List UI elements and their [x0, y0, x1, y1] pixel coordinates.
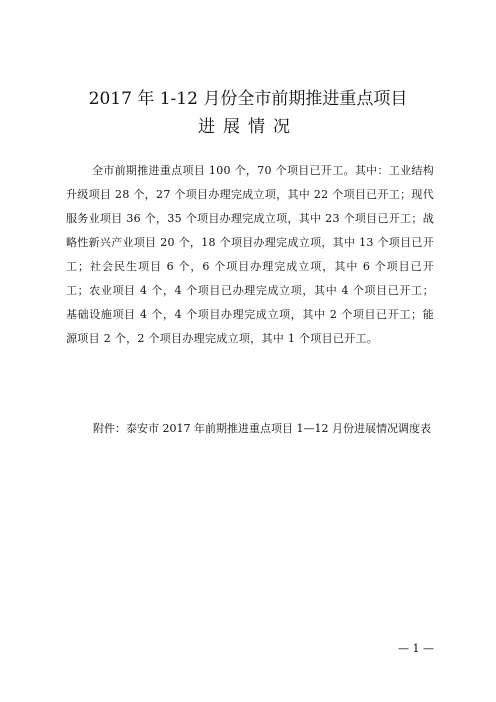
attachment-text: 泰安市 2017 年前期推进重点项目 1—12 月份进展情况调度表 [126, 422, 431, 435]
attachment-block [93, 417, 433, 440]
body-paragraph: 全市前期推进重点项目 100 个，70 个项目已开工。其中：工业结构升级项目 28 个，27 个项目办理完成立项，其中 22 个项目已开工；现代服务业项目 36 个，35 个项目办理完成立项，其中 23 个项目已开工；战略性新兴产业项目 20 个，18 个项目办理完成立项，其中 13 个项目已开工；社会民生项目 6 个，6 个项目办理完成立项，其中 6 个项目已开工；农业项目 4 个，4 个项目已办理完成立项，其中 4 个项目已开工；基础设施项目 4 个，4 个项目办理完成立项，其中 2 个项目已开工；能源项目 2 个，2 个项目办理完成立项，其中 1 个项目已开工。 [66, 164, 434, 345]
document-subtitle: 进展情况 [198, 117, 298, 137]
attachment-label: 附件： [93, 422, 126, 435]
page-number: — 1 — [398, 642, 434, 655]
document-title: 2017 年 1-12 月份全市前期推进重点项目 [88, 89, 408, 109]
